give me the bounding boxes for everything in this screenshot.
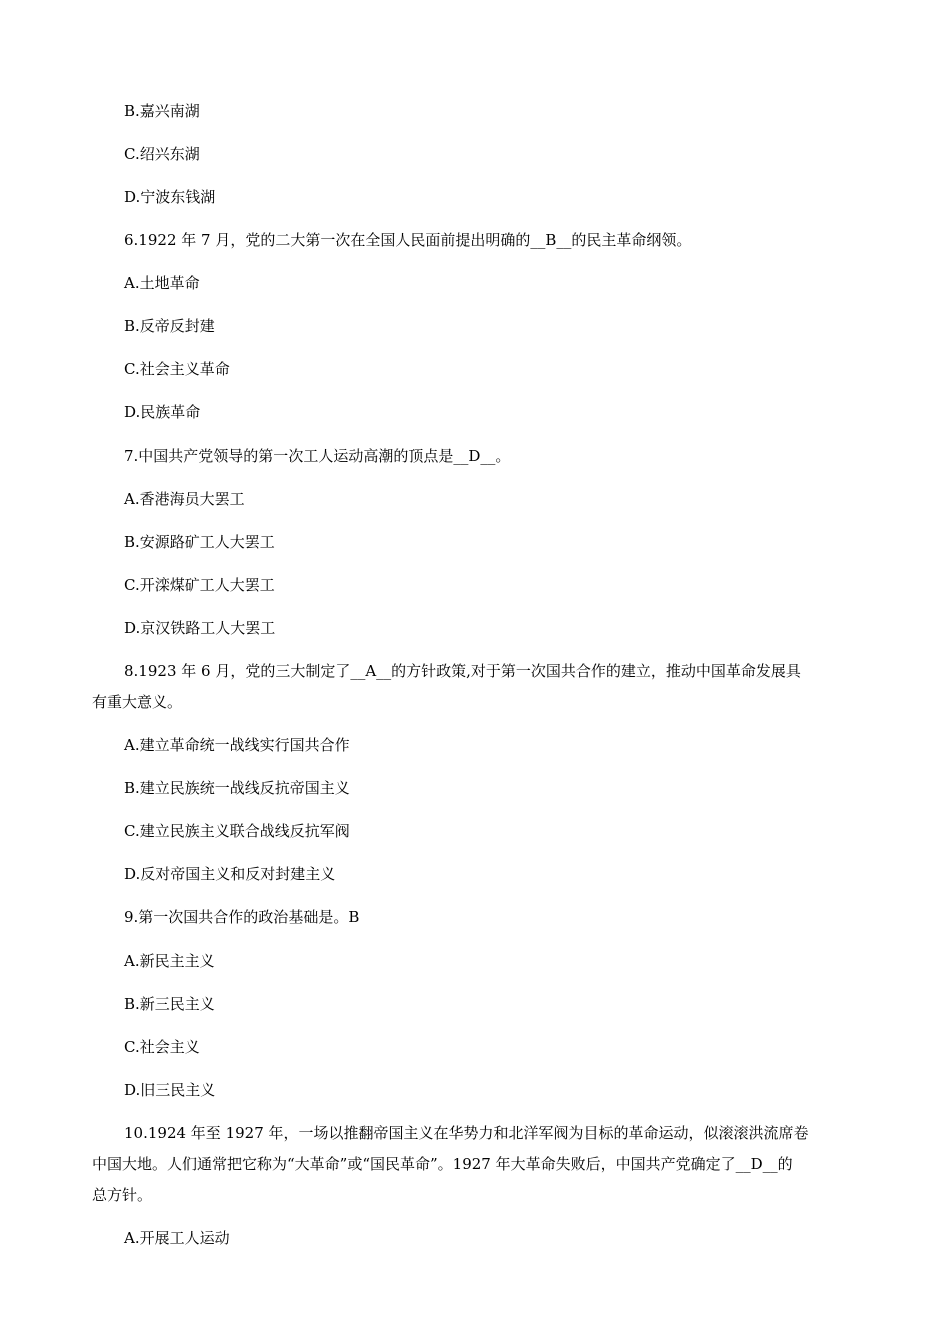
q6-option-a: A.土地革命 [124, 274, 200, 292]
question-8-line-2: 有重大意义。 [92, 693, 183, 711]
q7-option-d: D.京汉铁路工人大罢工 [124, 619, 276, 637]
q8-option-b: B.建立民族统一战线反抗帝国主义 [124, 779, 350, 797]
q9-option-b: B.新三民主义 [124, 995, 215, 1013]
q10-option-a: A.开展工人运动 [124, 1229, 230, 1247]
q6-option-d: D.民族革命 [124, 403, 201, 421]
q8-option-a: A.建立革命统一战线实行国共合作 [124, 736, 350, 754]
q7-option-c: C.开滦煤矿工人大罢工 [124, 576, 275, 594]
q9-option-a: A.新民主主义 [124, 952, 215, 970]
q7-option-b: B.安源路矿工人大罢工 [124, 533, 275, 551]
q9-option-c: C.社会主义 [124, 1038, 200, 1056]
question-10-line-1: 10.1924 年至 1927 年，一场以推翻帝国主义在华势力和北洋军阀为目标的革命运动，似滚滚洪流席卷 [124, 1124, 809, 1142]
q6-option-c: C.社会主义革命 [124, 360, 230, 378]
q9-option-d: D.旧三民主义 [124, 1081, 216, 1099]
option-c-shaoxing-donghu: C.绍兴东湖 [124, 145, 200, 163]
q6-option-b: B.反帝反封建 [124, 317, 215, 335]
q8-option-c: C.建立民族主义联合战线反抗军阀 [124, 822, 350, 840]
option-b-jiaxing-nanhu: B.嘉兴南湖 [124, 102, 200, 120]
question-6: 6.1922 年 7 月，党的二大第一次在全国人民面前提出明确的__B__的民主革命纲领。 [124, 231, 692, 249]
question-10-line-2: 中国大地。人们通常把它称为“大革命”或“国民革命”。1927 年大革命失败后，中国共产党确定了__D__的 [92, 1155, 793, 1173]
question-8-line-1: 8.1923 年 6 月，党的三大制定了__A__的方针政策,对于第一次国共合作的建立，推动中国革命发展具 [124, 662, 801, 680]
question-10-line-3: 总方针。 [92, 1186, 153, 1204]
question-9: 9.第一次国共合作的政治基础是。B [124, 908, 360, 926]
option-d-ningbo-dongqianhu: D.宁波东钱湖 [124, 188, 216, 206]
q7-option-a: A.香港海员大罢工 [124, 490, 245, 508]
question-7: 7.中国共产党领导的第一次工人运动高潮的顶点是__D__。 [124, 447, 511, 465]
q8-option-d: D.反对帝国主义和反对封建主义 [124, 865, 336, 883]
